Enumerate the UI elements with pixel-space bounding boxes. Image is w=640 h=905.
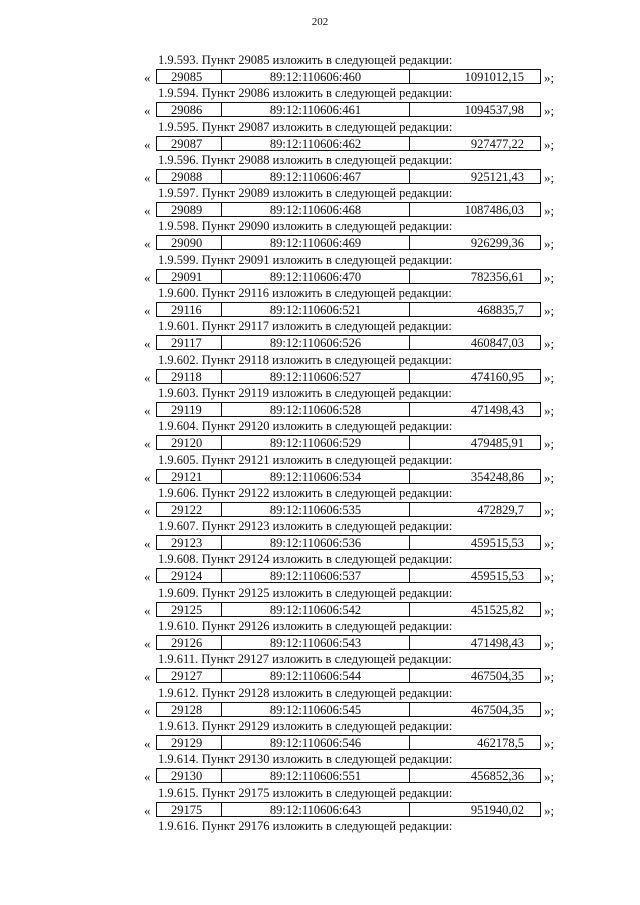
open-quote: « xyxy=(144,303,151,319)
close-quote: »; xyxy=(544,203,555,219)
open-quote: « xyxy=(144,369,151,385)
table-row xyxy=(156,802,541,817)
open-quote: « xyxy=(144,802,151,818)
item-number-cell: 29117 xyxy=(157,336,222,349)
close-quote: »; xyxy=(544,769,555,785)
amendment-heading: 1.9.607. Пункт 29123 изложить в следующей редакции: xyxy=(158,519,453,534)
amendment-heading: 1.9.596. Пункт 29088 изложить в следующей редакции: xyxy=(158,152,453,167)
close-quote: »; xyxy=(544,236,555,252)
open-quote: « xyxy=(144,669,151,685)
cadastral-value-cell: 467504,35 xyxy=(470,669,524,684)
cadastral-value-cell: 467504,35 xyxy=(470,702,524,717)
open-quote: « xyxy=(144,103,151,119)
table-row xyxy=(156,435,541,450)
table-row xyxy=(156,568,541,583)
open-quote: « xyxy=(144,203,151,219)
cadastral-value-cell: 474160,95 xyxy=(470,369,524,384)
open-quote: « xyxy=(144,469,151,485)
item-number-cell: 29123 xyxy=(157,536,222,549)
amendment-heading: 1.9.599. Пункт 29091 изложить в следующей редакции: xyxy=(158,252,453,267)
item-number-cell: 29089 xyxy=(157,203,222,216)
open-quote: « xyxy=(144,502,151,518)
item-number-cell: 29126 xyxy=(157,636,222,649)
amendment-heading: 1.9.605. Пункт 29121 изложить в следующей редакции: xyxy=(158,452,453,467)
item-number-cell: 29118 xyxy=(157,370,222,383)
item-number-cell: 29088 xyxy=(157,170,222,183)
cadastral-value-cell: 471498,43 xyxy=(470,402,524,417)
table-row xyxy=(156,668,541,683)
open-quote: « xyxy=(144,636,151,652)
close-quote: »; xyxy=(544,303,555,319)
amendment-heading: 1.9.609. Пункт 29125 изложить в следующей редакции: xyxy=(158,585,453,600)
cadastral-value-cell: 459515,53 xyxy=(470,536,524,551)
amendment-heading: 1.9.606. Пункт 29122 изложить в следующей редакции: xyxy=(158,485,453,500)
item-number-cell: 29175 xyxy=(157,803,222,816)
close-quote: »; xyxy=(544,602,555,618)
amendment-entry xyxy=(0,352,640,385)
item-number-cell: 29122 xyxy=(157,503,222,516)
amendment-entry xyxy=(0,452,640,485)
item-number-cell: 29086 xyxy=(157,103,222,116)
amendment-entry xyxy=(0,618,640,651)
close-quote: »; xyxy=(544,169,555,185)
amendment-list xyxy=(0,52,640,836)
cadastral-value-cell: 925121,43 xyxy=(470,169,524,184)
cadastral-value-cell: 926299,36 xyxy=(470,236,524,251)
close-quote: »; xyxy=(544,569,555,585)
amendment-heading: 1.9.608. Пункт 29124 изложить в следующей редакции: xyxy=(158,552,453,567)
close-quote: »; xyxy=(544,70,555,85)
cadastral-value-cell: 456852,36 xyxy=(470,769,524,784)
item-number-cell: 29130 xyxy=(157,769,222,782)
amendment-heading: 1.9.610. Пункт 29126 изложить в следующей редакции: xyxy=(158,619,453,634)
item-number-cell: 29087 xyxy=(157,137,222,150)
cadastral-value-cell: 468835,7 xyxy=(477,303,524,318)
cadastral-number-cell: 89:12:110606:527 xyxy=(222,370,410,383)
item-number-cell: 29121 xyxy=(157,470,222,483)
open-quote: « xyxy=(144,236,151,252)
amendment-heading: 1.9.603. Пункт 29119 изложить в следующей редакции: xyxy=(158,385,452,400)
cadastral-value-cell: 462178,5 xyxy=(477,735,524,750)
table-row xyxy=(156,369,541,384)
cadastral-number-cell: 89:12:110606:460 xyxy=(222,70,410,83)
amendment-entry xyxy=(0,485,640,518)
close-quote: »; xyxy=(544,802,555,818)
amendment-heading: 1.9.595. Пункт 29087 изложить в следующей редакции: xyxy=(158,119,453,134)
amendment-heading: 1.9.602. Пункт 29118 изложить в следующей редакции: xyxy=(158,352,452,367)
amendment-entry xyxy=(0,185,640,218)
amendment-entry xyxy=(0,385,640,418)
open-quote: « xyxy=(144,70,151,85)
amendment-heading: 1.9.604. Пункт 29120 изложить в следующей редакции: xyxy=(158,419,453,434)
cadastral-value-cell: 1091012,15 xyxy=(464,70,524,84)
open-quote: « xyxy=(144,769,151,785)
amendment-entry xyxy=(0,751,640,784)
cadastral-value-cell: 460847,03 xyxy=(470,336,524,351)
open-quote: « xyxy=(144,136,151,152)
cadastral-number-cell: 89:12:110606:551 xyxy=(222,769,410,782)
table-row xyxy=(156,269,541,284)
table-row xyxy=(156,102,541,117)
page-number: 202 xyxy=(311,16,329,28)
amendment-heading: 1.9.601. Пункт 29117 изложить в следующей редакции: xyxy=(158,319,452,334)
amendment-heading: 1.9.616. Пункт 29176 изложить в следующей редакции: xyxy=(158,818,453,833)
amendment-entry xyxy=(0,119,640,152)
amendment-entry xyxy=(0,551,640,584)
table-row xyxy=(156,235,541,250)
amendment-heading: 1.9.611. Пункт 29127 изложить в следующей редакции: xyxy=(158,652,452,667)
item-number-cell: 29090 xyxy=(157,236,222,249)
amendment-heading: 1.9.613. Пункт 29129 изложить в следующей редакции: xyxy=(158,718,453,733)
cadastral-number-cell: 89:12:110606:470 xyxy=(222,270,410,283)
cadastral-number-cell: 89:12:110606:468 xyxy=(222,203,410,216)
close-quote: »; xyxy=(544,502,555,518)
table-row xyxy=(156,502,541,517)
close-quote: »; xyxy=(544,636,555,652)
cadastral-number-cell: 89:12:110606:545 xyxy=(222,703,410,716)
cadastral-value-cell: 1087486,03 xyxy=(464,203,524,218)
table-row xyxy=(156,136,541,151)
cadastral-number-cell: 89:12:110606:521 xyxy=(222,303,410,316)
cadastral-number-cell: 89:12:110606:542 xyxy=(222,603,410,616)
amendment-entry xyxy=(0,518,640,551)
cadastral-number-cell: 89:12:110606:462 xyxy=(222,137,410,150)
amendment-heading: 1.9.593. Пункт 29085 изложить в следующей редакции: xyxy=(158,53,453,67)
table-row xyxy=(156,335,541,350)
item-number-cell: 29085 xyxy=(157,70,222,83)
open-quote: « xyxy=(144,269,151,285)
open-quote: « xyxy=(144,436,151,452)
amendment-entry xyxy=(0,718,640,751)
cadastral-number-cell: 89:12:110606:535 xyxy=(222,503,410,516)
cadastral-value-cell: 782356,61 xyxy=(470,269,524,284)
amendment-heading: 1.9.594. Пункт 29086 изложить в следующей редакции: xyxy=(158,86,453,101)
table-row xyxy=(156,402,541,417)
open-quote: « xyxy=(144,569,151,585)
table-row xyxy=(156,469,541,484)
close-quote: »; xyxy=(544,536,555,552)
open-quote: « xyxy=(144,735,151,751)
item-number-cell: 29124 xyxy=(157,569,222,582)
table-row xyxy=(156,768,541,783)
cadastral-number-cell: 89:12:110606:643 xyxy=(222,803,410,816)
amendment-entry xyxy=(0,685,640,718)
close-quote: »; xyxy=(544,136,555,152)
cadastral-value-cell: 451525,82 xyxy=(470,602,524,617)
cadastral-value-cell: 459515,53 xyxy=(470,569,524,584)
cadastral-value-cell: 479485,91 xyxy=(470,436,524,451)
amendment-entry xyxy=(0,318,640,351)
amendment-entry xyxy=(0,52,640,85)
open-quote: « xyxy=(144,536,151,552)
amendment-heading: 1.9.598. Пункт 29090 изложить в следующей редакции: xyxy=(158,219,453,234)
close-quote: »; xyxy=(544,702,555,718)
open-quote: « xyxy=(144,169,151,185)
amendment-entry xyxy=(0,585,640,618)
cadastral-number-cell: 89:12:110606:544 xyxy=(222,669,410,682)
item-number-cell: 29116 xyxy=(157,303,222,316)
close-quote: »; xyxy=(544,369,555,385)
cadastral-value-cell: 927477,22 xyxy=(470,136,524,151)
close-quote: »; xyxy=(544,669,555,685)
close-quote: »; xyxy=(544,402,555,418)
cadastral-number-cell: 89:12:110606:469 xyxy=(222,236,410,249)
cadastral-value-cell: 354248,86 xyxy=(470,469,524,484)
item-number-cell: 29091 xyxy=(157,270,222,283)
cadastral-number-cell: 89:12:110606:526 xyxy=(222,336,410,349)
open-quote: « xyxy=(144,336,151,352)
amendment-heading: 1.9.600. Пункт 29116 изложить в следующей редакции: xyxy=(158,286,452,301)
table-row xyxy=(156,602,541,617)
amendment-heading: 1.9.615. Пункт 29175 изложить в следующей редакции: xyxy=(158,785,453,800)
amendment-heading: 1.9.614. Пункт 29130 изложить в следующей редакции: xyxy=(158,752,453,767)
cadastral-number-cell: 89:12:110606:534 xyxy=(222,470,410,483)
amendment-entry xyxy=(0,85,640,118)
open-quote: « xyxy=(144,402,151,418)
amendment-entry xyxy=(0,285,640,318)
table-row xyxy=(156,69,541,84)
cadastral-number-cell: 89:12:110606:467 xyxy=(222,170,410,183)
table-row xyxy=(156,735,541,750)
open-quote: « xyxy=(144,602,151,618)
item-number-cell: 29120 xyxy=(157,436,222,449)
cadastral-value-cell: 471498,43 xyxy=(470,636,524,651)
cadastral-number-cell: 89:12:110606:536 xyxy=(222,536,410,549)
close-quote: »; xyxy=(544,735,555,751)
close-quote: »; xyxy=(544,469,555,485)
table-row xyxy=(156,535,541,550)
amendment-entry xyxy=(0,152,640,185)
amendment-entry xyxy=(0,818,640,836)
item-number-cell: 29125 xyxy=(157,603,222,616)
amendment-heading: 1.9.597. Пункт 29089 изложить в следующей редакции: xyxy=(158,186,453,201)
item-number-cell: 29119 xyxy=(157,403,222,416)
amendment-heading: 1.9.612. Пункт 29128 изложить в следующей редакции: xyxy=(158,685,453,700)
table-row xyxy=(156,302,541,317)
cadastral-number-cell: 89:12:110606:537 xyxy=(222,569,410,582)
open-quote: « xyxy=(144,702,151,718)
amendment-entry xyxy=(0,418,640,451)
amendment-entry xyxy=(0,651,640,684)
table-row xyxy=(156,702,541,717)
close-quote: »; xyxy=(544,269,555,285)
cadastral-value-cell: 1094537,98 xyxy=(464,103,524,118)
cadastral-number-cell: 89:12:110606:543 xyxy=(222,636,410,649)
amendment-entry xyxy=(0,785,640,818)
close-quote: »; xyxy=(544,103,555,119)
item-number-cell: 29127 xyxy=(157,669,222,682)
close-quote: »; xyxy=(544,436,555,452)
cadastral-number-cell: 89:12:110606:529 xyxy=(222,436,410,449)
cadastral-value-cell: 472829,7 xyxy=(477,502,524,517)
item-number-cell: 29128 xyxy=(157,703,222,716)
table-row xyxy=(156,635,541,650)
table-row xyxy=(156,169,541,184)
item-number-cell: 29129 xyxy=(157,736,222,749)
amendment-entry xyxy=(0,218,640,251)
cadastral-value-cell: 951940,02 xyxy=(470,802,524,817)
amendment-entry xyxy=(0,252,640,285)
close-quote: »; xyxy=(544,336,555,352)
cadastral-number-cell: 89:12:110606:461 xyxy=(222,103,410,116)
cadastral-number-cell: 89:12:110606:546 xyxy=(222,736,410,749)
cadastral-number-cell: 89:12:110606:528 xyxy=(222,403,410,416)
table-row xyxy=(156,202,541,217)
